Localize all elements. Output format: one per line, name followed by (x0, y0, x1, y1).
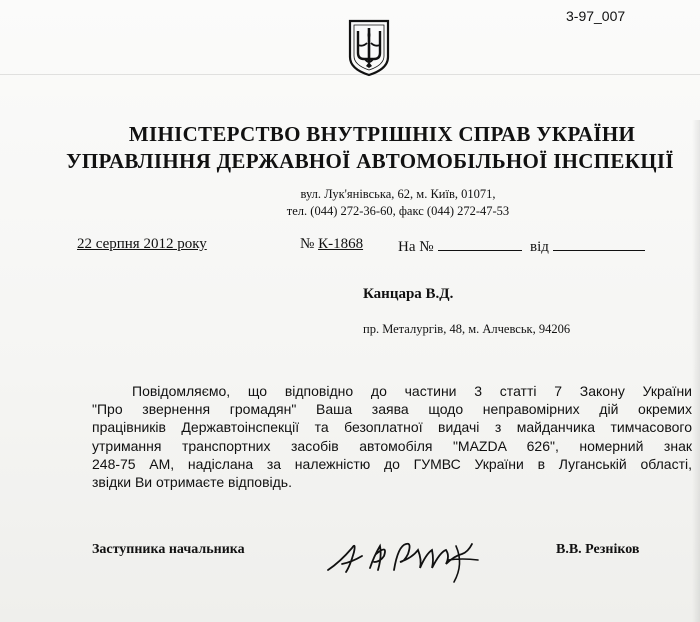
from-field (530, 236, 645, 256)
sender-phones: тел. (044) 272-36-60, факс (044) 272-47-53 (286, 204, 510, 218)
sender-address: вул. Лук'янівська, 62, м. Київ, 01071, (300, 187, 496, 201)
department-title: УПРАВЛІННЯ ДЕРЖАВНОЇ АВТОМОБІЛЬНОЇ ІНСПЕКЦІЇ (66, 149, 674, 173)
scan-edge-shadow (692, 120, 700, 622)
recipient-name: Канцара В.Д. (363, 286, 454, 302)
letter-number (300, 236, 363, 253)
ministry-title: МІНІСТЕРСТВО ВНУТРІШНІХ СПРАВ УКРАЇНИ (128, 122, 636, 146)
signatory-position: Заступника начальника (92, 542, 245, 557)
body-line: "Про звернення громадян" Ваша заява щодо неправомірних дій окремих (92, 401, 692, 418)
body-line: працівників Державтоінспекції та безоплатної видачі з майданчика тимчасового (92, 419, 692, 436)
signatory-name: В.В. Резніков (556, 542, 640, 557)
handwritten-signature (322, 526, 492, 586)
from-blank (553, 236, 645, 251)
document-id: 3-97_007 (566, 8, 626, 24)
letter-date: 22 серпня 2012 року (77, 236, 207, 252)
reply-to-label: На № (398, 239, 434, 255)
body-line: звідки Ви отримаєте відповідь. (92, 474, 292, 491)
trident-icon (347, 19, 391, 77)
body-line: утримання транспортних засобів автомобіля "MAZDA 626", номерний знак (92, 437, 692, 454)
letter-body (92, 382, 692, 491)
reply-to-blank (438, 236, 522, 251)
from-label: від (530, 239, 549, 255)
number-prefix: № (300, 236, 315, 252)
reply-to-field (398, 236, 522, 256)
number-value: К-1868 (318, 236, 364, 252)
recipient-address: пр. Металургів, 48, м. Алчевськ, 94206 (363, 322, 571, 336)
body-line: Повідомляємо, що відповідно до частини 3 статті 7 Закону України (132, 383, 692, 399)
body-line: 248-75 АМ, надіслана за належністю до ГУМВС України в Луганській області, (92, 455, 692, 472)
